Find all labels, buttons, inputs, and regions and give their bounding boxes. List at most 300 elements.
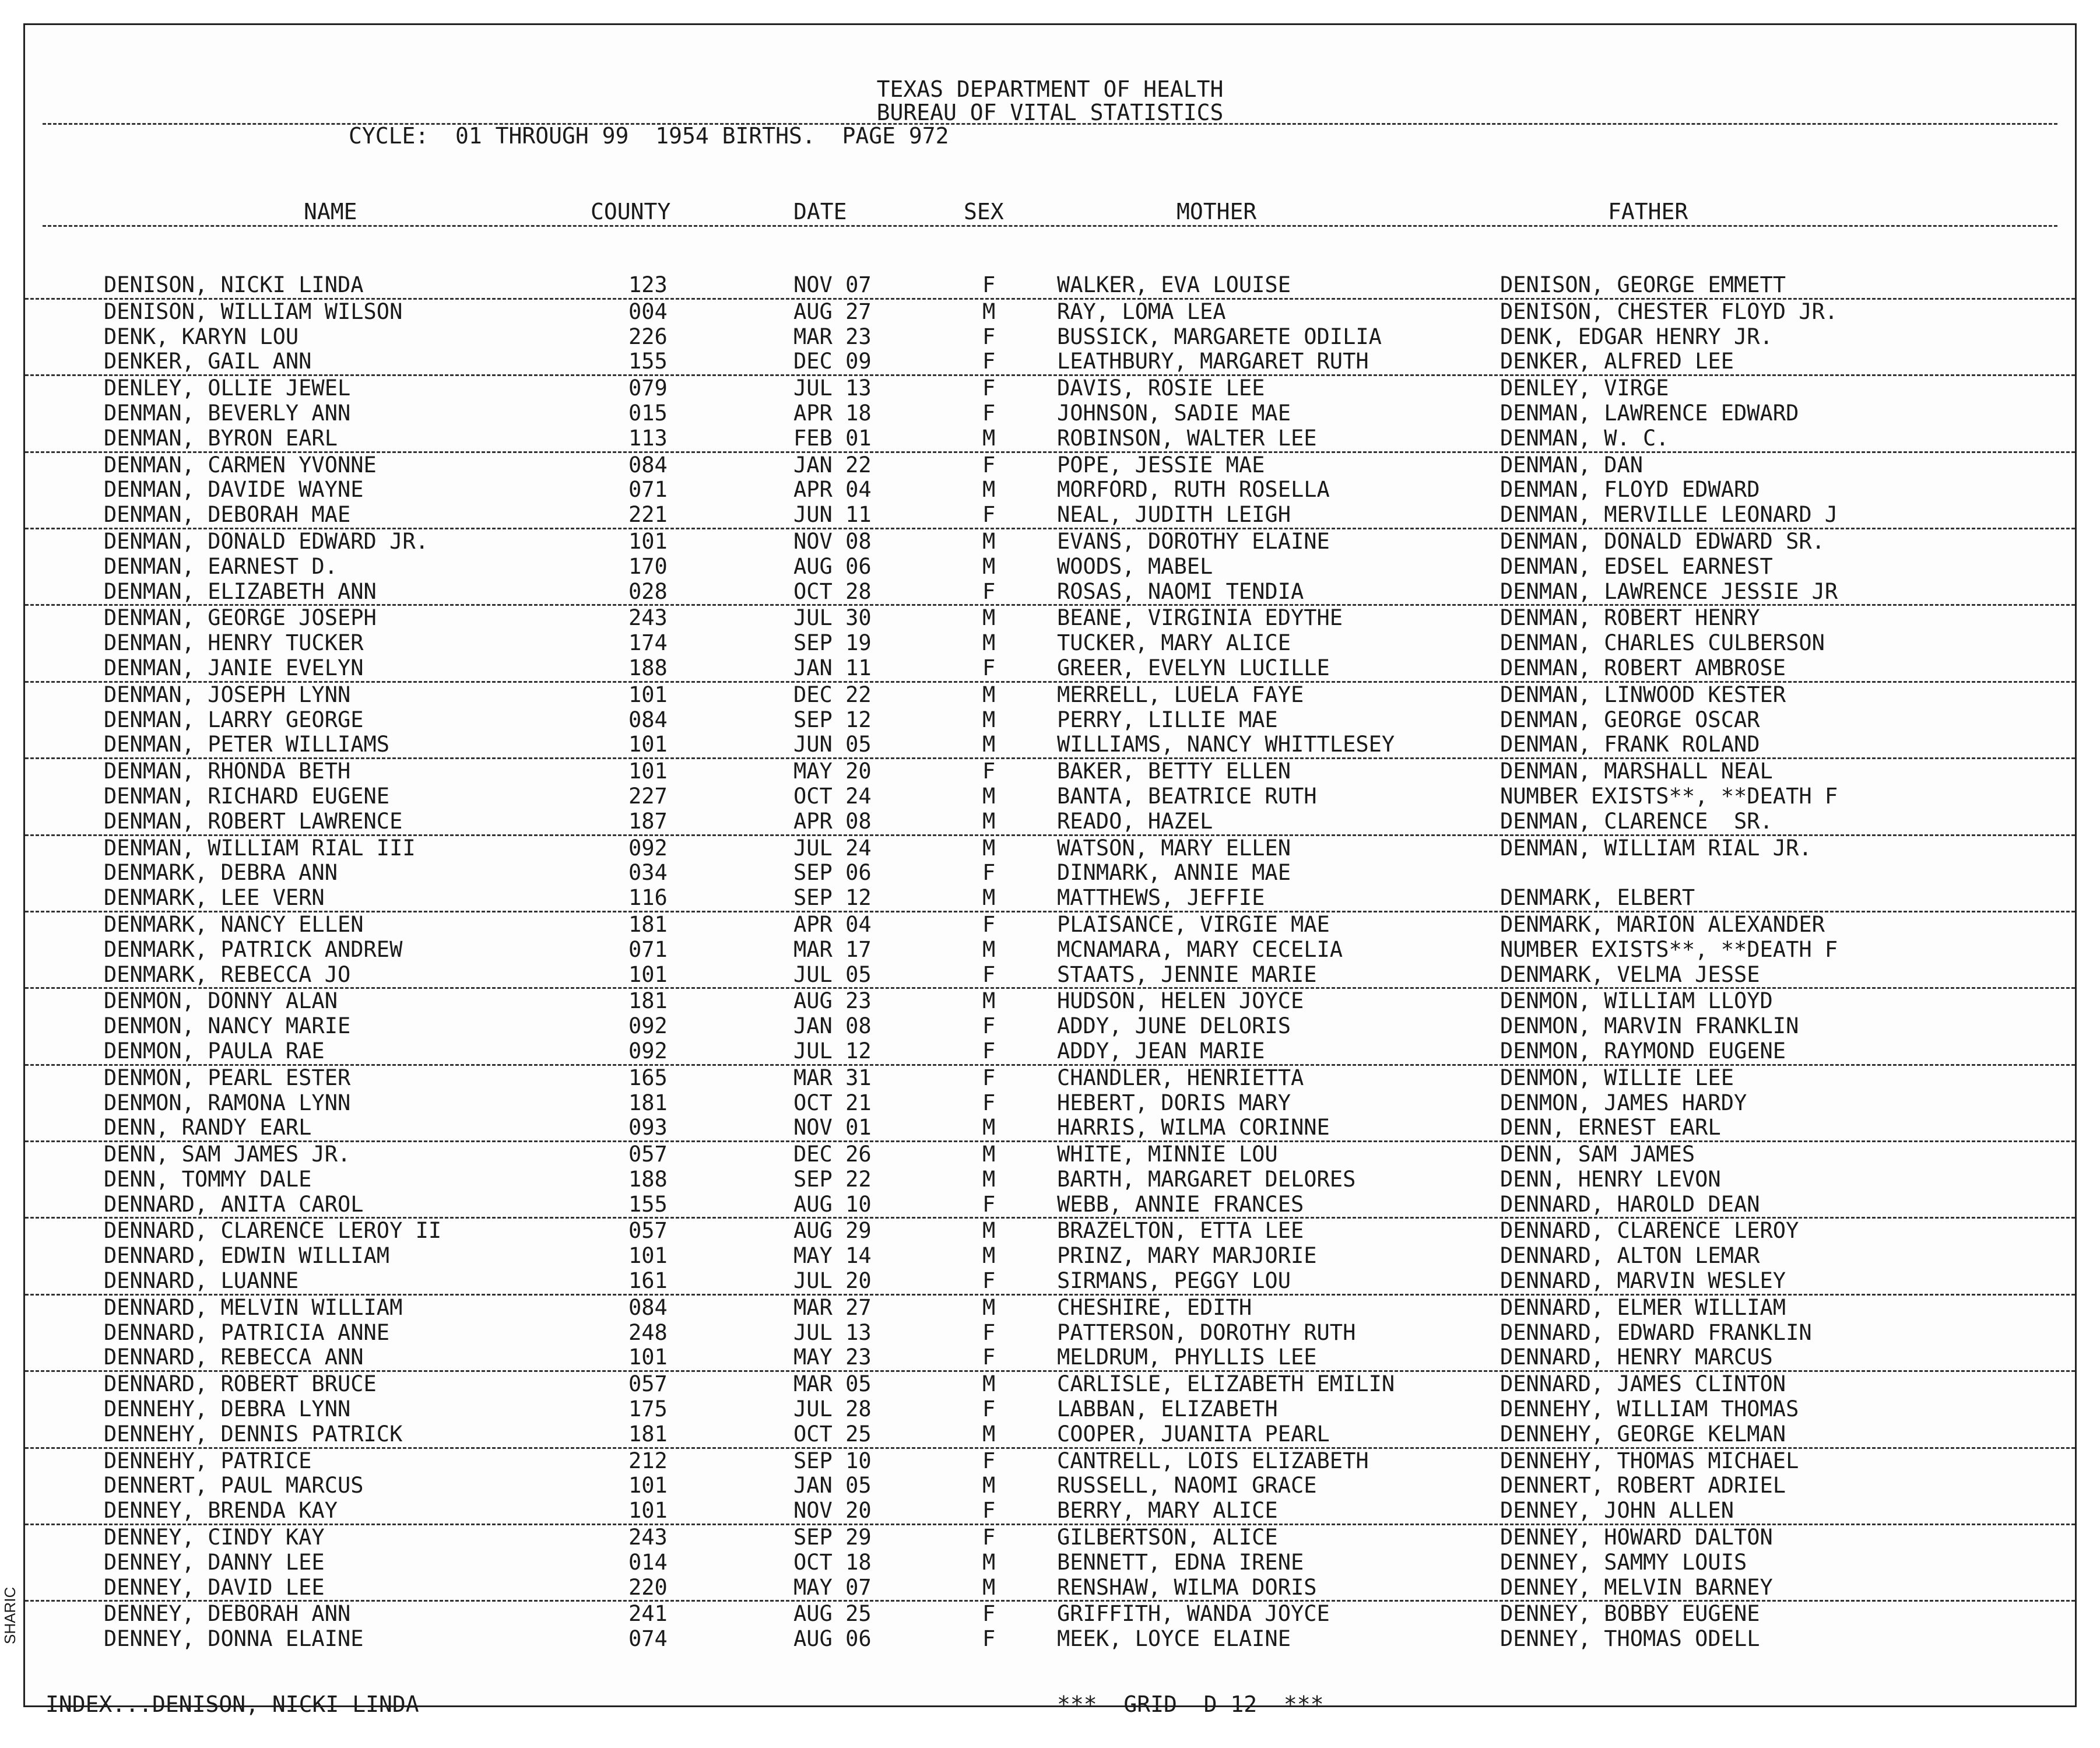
record-name: DENMON, RAMONA LYNN <box>104 1090 351 1115</box>
record-mother: WATSON, MARY ELLEN <box>1057 835 1291 861</box>
record-name: DENNEY, BRENDA KAY <box>104 1498 338 1524</box>
record-date: SEP 12 <box>793 885 872 911</box>
column-header-name: NAME <box>304 199 357 224</box>
record-county: 113 <box>628 425 668 451</box>
table-row <box>25 836 2075 861</box>
record-father: DENLEY, VIRGE <box>1500 375 1669 401</box>
record-date: JUN 11 <box>793 502 872 528</box>
record-father: DENNARD, HAROLD DEAN <box>1500 1191 1760 1217</box>
record-father: DENMAN, FRANK ROLAND <box>1500 732 1760 757</box>
record-mother: ADDY, JEAN MARIE <box>1057 1038 1265 1063</box>
record-mother: POPE, JESSIE MAE <box>1057 452 1265 478</box>
record-mother: COOPER, JUANITA PEARL <box>1057 1421 1330 1447</box>
record-father: DENMAN, CHARLES CULBERSON <box>1500 630 1825 656</box>
record-date: SEP 29 <box>793 1525 872 1550</box>
record-date: MAR 05 <box>793 1371 872 1397</box>
record-sex: M <box>982 988 996 1014</box>
record-mother: MCNAMARA, MARY CECELIA <box>1057 936 1343 962</box>
record-sex: M <box>982 1371 996 1397</box>
table-row <box>25 989 2075 1014</box>
record-mother: NEAL, JUDITH LEIGH <box>1057 502 1291 528</box>
record-sex: F <box>982 502 996 528</box>
record-date: JUL 12 <box>793 1038 872 1063</box>
record-name: DENNEHY, DENNIS PATRICK <box>104 1421 403 1447</box>
record-father: DENMON, MARVIN FRANKLIN <box>1500 1013 1799 1039</box>
record-sex: F <box>982 961 996 987</box>
record-date: OCT 18 <box>793 1549 872 1575</box>
table-row <box>25 1345 2075 1372</box>
table-row <box>25 606 2075 631</box>
record-name: DENMAN, RHONDA BETH <box>104 759 351 784</box>
table-row <box>25 1449 2075 1474</box>
record-father: DENK, EDGAR HENRY JR. <box>1500 324 1773 349</box>
record-name: DENNARD, LUANNE <box>104 1268 299 1294</box>
record-sex: F <box>982 1191 996 1217</box>
record-county: 092 <box>628 835 668 861</box>
record-mother: BEANE, VIRGINIA EDYTHE <box>1057 605 1343 631</box>
record-mother: EVANS, DOROTHY ELAINE <box>1057 528 1330 554</box>
record-name: DENMON, NANCY MARIE <box>104 1013 351 1039</box>
table-row <box>25 1422 2075 1449</box>
record-date: APR 18 <box>793 400 872 426</box>
record-county: 014 <box>628 1549 668 1575</box>
record-name: DENMAN, DONALD EDWARD JR. <box>104 528 429 554</box>
record-name: DENNEY, DAVID LEE <box>104 1574 325 1600</box>
table-row <box>25 1066 2075 1091</box>
record-mother: DAVIS, ROSIE LEE <box>1057 375 1265 401</box>
column-header-county: COUNTY <box>591 199 671 224</box>
record-father: DENNARD, JAMES CLINTON <box>1500 1371 1786 1397</box>
record-county: 227 <box>628 783 668 809</box>
record-father: DENMAN, MERVILLE LEONARD J <box>1500 502 1838 528</box>
record-father: DENMARK, VELMA JESSE <box>1500 961 1760 987</box>
record-father: DENMAN, LAWRENCE JESSIE JR <box>1500 578 1838 604</box>
column-header-sex: SEX <box>964 199 1004 224</box>
record-name: DENMAN, DEBORAH MAE <box>104 502 351 528</box>
record-father: DENMAN, EDSEL EARNEST <box>1500 553 1773 579</box>
record-date: JAN 05 <box>793 1473 872 1498</box>
document-sheet <box>23 23 2077 1717</box>
record-mother: BARTH, MARGARET DELORES <box>1057 1166 1356 1192</box>
record-date: OCT 28 <box>793 578 872 604</box>
record-county: 155 <box>628 349 668 374</box>
table-row <box>25 1372 2075 1397</box>
record-sex: M <box>982 783 996 809</box>
record-sex: M <box>982 707 996 732</box>
record-sex: F <box>982 911 996 937</box>
record-county: 181 <box>628 1421 668 1447</box>
record-name: DENN, TOMMY DALE <box>104 1166 312 1192</box>
record-name: DENNARD, PATRICIA ANNE <box>104 1319 390 1345</box>
record-date: DEC 09 <box>793 349 872 374</box>
record-sex: F <box>982 1013 996 1039</box>
record-date: NOV 20 <box>793 1498 872 1524</box>
record-county: 071 <box>628 477 668 503</box>
record-name: DENN, RANDY EARL <box>104 1115 312 1140</box>
table-row <box>25 938 2075 963</box>
record-date: FEB 01 <box>793 425 872 451</box>
record-sex: M <box>982 1294 996 1320</box>
record-date: JAN 11 <box>793 655 872 680</box>
record-county: 074 <box>628 1626 668 1652</box>
record-date: JUL 20 <box>793 1268 872 1294</box>
record-county: 187 <box>628 808 668 834</box>
table-row <box>25 912 2075 938</box>
record-date: SEP 19 <box>793 630 872 656</box>
record-county: 188 <box>628 1166 668 1192</box>
record-county: 174 <box>628 630 668 656</box>
record-county: 101 <box>628 528 668 554</box>
record-father: DENMAN, W. C. <box>1500 425 1669 451</box>
record-sex: M <box>982 1574 996 1600</box>
record-sex: M <box>982 299 996 324</box>
table-row <box>25 503 2075 529</box>
record-name: DENMAN, BYRON EARL <box>104 425 338 451</box>
grid-footer: *** GRID D 12 *** <box>1057 1691 1324 1717</box>
table-row <box>25 554 2075 580</box>
record-name: DENNEY, DANNY LEE <box>104 1549 325 1575</box>
table-row <box>25 631 2075 656</box>
record-name: DENMARK, DEBRA ANN <box>104 860 338 886</box>
record-name: DENMAN, ROBERT LAWRENCE <box>104 808 403 834</box>
table-row <box>25 453 2075 478</box>
record-date: SEP 06 <box>793 860 872 886</box>
table-row <box>25 1498 2075 1525</box>
record-county: 181 <box>628 1090 668 1115</box>
record-name: DENNEY, DEBORAH ANN <box>104 1601 351 1627</box>
record-mother: BAKER, BETTY ELLEN <box>1057 759 1291 784</box>
record-mother: GRIFFITH, WANDA JOYCE <box>1057 1601 1330 1627</box>
record-county: 093 <box>628 1115 668 1140</box>
record-mother: MORFORD, RUTH ROSELLA <box>1057 477 1330 503</box>
record-name: DENKER, GAIL ANN <box>104 349 312 374</box>
record-sex: M <box>982 936 996 962</box>
record-county: 241 <box>628 1601 668 1627</box>
record-date: APR 04 <box>793 477 872 503</box>
table-row <box>25 759 2075 784</box>
record-date: APR 04 <box>793 911 872 937</box>
column-header-mother: MOTHER <box>1177 199 1257 224</box>
table-row <box>25 1142 2075 1167</box>
record-father: DENNARD, MARVIN WESLEY <box>1500 1268 1786 1294</box>
record-name: DENN, SAM JAMES JR. <box>104 1142 351 1167</box>
table-row <box>25 401 2075 426</box>
record-father: DENMON, JAMES HARDY <box>1500 1090 1747 1115</box>
record-father: DENMAN, DONALD EDWARD SR. <box>1500 528 1825 554</box>
record-county: 175 <box>628 1396 668 1422</box>
record-father: DENNEY, HOWARD DALTON <box>1500 1525 1773 1550</box>
record-sex: F <box>982 1268 996 1294</box>
record-mother: CARLISLE, ELIZABETH EMILIN <box>1057 1371 1395 1397</box>
record-county: 057 <box>628 1218 668 1244</box>
record-name: DENNEY, DONNA ELAINE <box>104 1626 364 1652</box>
record-county: 188 <box>628 655 668 680</box>
record-county: 004 <box>628 299 668 324</box>
record-mother: CHESHIRE, EDITH <box>1057 1294 1252 1320</box>
table-row <box>25 1219 2075 1244</box>
record-county: 226 <box>628 324 668 349</box>
record-mother: GILBERTSON, ALICE <box>1057 1525 1278 1550</box>
record-sex: F <box>982 655 996 680</box>
table-row <box>25 325 2075 350</box>
side-watermark: SHARIC <box>1 1586 19 1644</box>
record-sex: M <box>982 630 996 656</box>
record-name: DENMON, PEARL ESTER <box>104 1065 351 1090</box>
record-father: DENISON, GEORGE EMMETT <box>1500 272 1786 297</box>
table-row <box>25 1269 2075 1296</box>
table-row <box>25 376 2075 401</box>
record-father: DENN, ERNEST EARL <box>1500 1115 1721 1140</box>
record-county: 123 <box>628 272 668 297</box>
record-mother: CHANDLER, HENRIETTA <box>1057 1065 1304 1090</box>
record-date: MAY 07 <box>793 1574 872 1600</box>
record-date: AUG 06 <box>793 553 872 579</box>
table-row <box>25 426 2075 453</box>
bureau-title: BUREAU OF VITAL STATISTICS <box>876 100 1224 125</box>
record-mother: RENSHAW, WILMA DORIS <box>1057 1574 1317 1600</box>
record-father: DENMAN, LAWRENCE EDWARD <box>1500 400 1799 426</box>
record-sex: M <box>982 605 996 631</box>
record-name: DENMAN, ELIZABETH ANN <box>104 578 377 604</box>
record-date: JUN 05 <box>793 732 872 757</box>
record-name: DENISON, WILLIAM WILSON <box>104 299 403 324</box>
table-row <box>25 1397 2075 1422</box>
record-name: DENMON, DONNY ALAN <box>104 988 338 1014</box>
record-mother: READO, HAZEL <box>1057 808 1213 834</box>
record-county: 220 <box>628 1574 668 1600</box>
record-date: AUG 10 <box>793 1191 872 1217</box>
record-date: JAN 22 <box>793 452 872 478</box>
record-sex: F <box>982 1601 996 1627</box>
record-father: DENNEY, THOMAS ODELL <box>1500 1626 1760 1652</box>
record-county: 248 <box>628 1319 668 1345</box>
record-sex: F <box>982 1498 996 1524</box>
record-county: 028 <box>628 578 668 604</box>
record-name: DENNEY, CINDY KAY <box>104 1525 325 1550</box>
record-mother: TUCKER, MARY ALICE <box>1057 630 1291 656</box>
record-date: SEP 22 <box>793 1166 872 1192</box>
record-father: DENNERT, ROBERT ADRIEL <box>1500 1473 1786 1498</box>
record-mother: MELDRUM, PHYLLIS LEE <box>1057 1345 1317 1370</box>
record-sex: M <box>982 1473 996 1498</box>
table-row <box>25 1473 2075 1498</box>
record-father: DENMAN, WILLIAM RIAL JR. <box>1500 835 1812 861</box>
record-mother: STAATS, JENNIE MARIE <box>1057 961 1317 987</box>
record-county: 170 <box>628 553 668 579</box>
record-mother: PATTERSON, DOROTHY RUTH <box>1057 1319 1356 1345</box>
record-mother: ROBINSON, WALTER LEE <box>1057 425 1317 451</box>
record-sex: F <box>982 1038 996 1063</box>
record-date: APR 08 <box>793 808 872 834</box>
record-mother: GREER, EVELYN LUCILLE <box>1057 655 1330 680</box>
record-name: DENLEY, OLLIE JEWEL <box>104 375 351 401</box>
record-county: 165 <box>628 1065 668 1090</box>
table-row <box>25 273 2075 300</box>
record-county: 084 <box>628 452 668 478</box>
table-row <box>25 708 2075 733</box>
record-county: 101 <box>628 1498 668 1524</box>
record-father: DENNARD, ELMER WILLIAM <box>1500 1294 1786 1320</box>
record-name: DENNARD, ROBERT BRUCE <box>104 1371 377 1397</box>
record-sex: M <box>982 1421 996 1447</box>
record-county: 057 <box>628 1142 668 1167</box>
record-mother: SIRMANS, PEGGY LOU <box>1057 1268 1291 1294</box>
record-date: AUG 23 <box>793 988 872 1014</box>
table-row <box>25 529 2075 554</box>
record-date: DEC 22 <box>793 682 872 707</box>
table-row <box>25 1525 2075 1550</box>
record-father: DENNARD, CLARENCE LEROY <box>1500 1218 1799 1244</box>
record-name: DENMAN, LARRY GEORGE <box>104 707 364 732</box>
record-father: DENN, SAM JAMES <box>1500 1142 1695 1167</box>
record-father: DENMAN, DAN <box>1500 452 1644 478</box>
record-date: SEP 10 <box>793 1448 872 1473</box>
record-mother: PRINZ, MARY MARJORIE <box>1057 1243 1317 1269</box>
table-row <box>25 784 2075 809</box>
record-name: DENMAN, RICHARD EUGENE <box>104 783 390 809</box>
record-father: DENMAN, GEORGE OSCAR <box>1500 707 1760 732</box>
table-row <box>25 809 2075 836</box>
record-sex: M <box>982 1218 996 1244</box>
record-name: DENNARD, MELVIN WILLIAM <box>104 1294 403 1320</box>
record-sex: M <box>982 553 996 579</box>
record-father: DENKER, ALFRED LEE <box>1500 349 1734 374</box>
record-name: DENMAN, HENRY TUCKER <box>104 630 364 656</box>
record-sex: F <box>982 759 996 784</box>
table-row <box>25 349 2075 376</box>
record-date: NOV 01 <box>793 1115 872 1140</box>
record-sex: M <box>982 682 996 707</box>
record-father: DENMON, RAYMOND EUGENE <box>1500 1038 1786 1063</box>
record-name: DENNARD, EDWIN WILLIAM <box>104 1243 390 1269</box>
record-mother: BUSSICK, MARGARETE ODILIA <box>1057 324 1382 349</box>
record-name: DENISON, NICKI LINDA <box>104 272 364 297</box>
table-row <box>25 886 2075 912</box>
record-father: DENMARK, MARION ALEXANDER <box>1500 911 1825 937</box>
record-county: 243 <box>628 1525 668 1550</box>
record-mother: MEEK, LOYCE ELAINE <box>1057 1626 1291 1652</box>
record-father: DENMARK, ELBERT <box>1500 885 1695 911</box>
record-sex: F <box>982 578 996 604</box>
record-father: DENMAN, CLARENCE SR. <box>1500 808 1773 834</box>
record-mother: BANTA, BEATRICE RUTH <box>1057 783 1317 809</box>
index-footer: INDEX...DENISON, NICKI LINDA <box>45 1691 419 1717</box>
record-mother: ADDY, JUNE DELORIS <box>1057 1013 1291 1039</box>
record-father: DENMAN, ROBERT AMBROSE <box>1500 655 1786 680</box>
record-sex: F <box>982 1448 996 1473</box>
record-name: DENNERT, PAUL MARCUS <box>104 1473 364 1498</box>
record-county: 181 <box>628 911 668 937</box>
record-sex: F <box>982 1626 996 1652</box>
record-father: DENISON, CHESTER FLOYD JR. <box>1500 299 1838 324</box>
table-row <box>25 861 2075 886</box>
table-row <box>25 1039 2075 1066</box>
record-date: JUL 05 <box>793 961 872 987</box>
record-name: DENMON, PAULA RAE <box>104 1038 325 1063</box>
record-sex: F <box>982 1525 996 1550</box>
record-father: DENNEHY, THOMAS MICHAEL <box>1500 1448 1799 1473</box>
record-mother: RAY, LOMA LEA <box>1057 299 1226 324</box>
record-mother: LEATHBURY, MARGARET RUTH <box>1057 349 1369 374</box>
record-county: 079 <box>628 375 668 401</box>
table-row <box>25 478 2075 503</box>
record-father: DENMON, WILLIE LEE <box>1500 1065 1734 1090</box>
record-sex: F <box>982 1090 996 1115</box>
record-name: DENNARD, ANITA CAROL <box>104 1191 364 1217</box>
record-sex: M <box>982 1142 996 1167</box>
record-mother: PERRY, LILLIE MAE <box>1057 707 1278 732</box>
record-mother: HARRIS, WILMA CORINNE <box>1057 1115 1330 1140</box>
record-sex: M <box>982 1115 996 1140</box>
cycle-line: CYCLE: 01 THROUGH 99 1954 BIRTHS. PAGE 972 <box>349 123 949 149</box>
birth-record-list <box>25 273 2075 1652</box>
record-father: DENNEHY, GEORGE KELMAN <box>1500 1421 1786 1447</box>
record-date: MAR 27 <box>793 1294 872 1320</box>
record-sex: F <box>982 1319 996 1345</box>
record-mother: WALKER, EVA LOUISE <box>1057 272 1291 297</box>
record-mother: WHITE, MINNIE LOU <box>1057 1142 1278 1167</box>
record-mother: WILLIAMS, NANCY WHITTLESEY <box>1057 732 1395 757</box>
record-date: MAR 31 <box>793 1065 872 1090</box>
record-father: DENNEHY, WILLIAM THOMAS <box>1500 1396 1799 1422</box>
record-county: 101 <box>628 1345 668 1370</box>
record-name: DENMAN, GEORGE JOSEPH <box>104 605 377 631</box>
record-mother: HUDSON, HELEN JOYCE <box>1057 988 1304 1014</box>
record-name: DENMARK, REBECCA JO <box>104 961 351 987</box>
record-county: 084 <box>628 1294 668 1320</box>
record-sex: F <box>982 272 996 297</box>
record-mother: BERRY, MARY ALICE <box>1057 1498 1278 1524</box>
record-sex: F <box>982 324 996 349</box>
record-date: AUG 29 <box>793 1218 872 1244</box>
record-date: OCT 21 <box>793 1090 872 1115</box>
record-county: 161 <box>628 1268 668 1294</box>
record-date: SEP 12 <box>793 707 872 732</box>
record-date: JAN 08 <box>793 1013 872 1039</box>
record-mother: WOODS, MABEL <box>1057 553 1213 579</box>
record-sex: F <box>982 400 996 426</box>
record-name: DENMAN, JANIE EVELYN <box>104 655 364 680</box>
record-father: NUMBER EXISTS**, **DEATH F <box>1500 936 1838 962</box>
record-date: MAR 23 <box>793 324 872 349</box>
record-date: JUL 13 <box>793 375 872 401</box>
record-father: NUMBER EXISTS**, **DEATH F <box>1500 783 1838 809</box>
record-sex: M <box>982 528 996 554</box>
record-father: DENNEY, SAMMY LOUIS <box>1500 1549 1747 1575</box>
record-sex: M <box>982 732 996 757</box>
record-sex: M <box>982 425 996 451</box>
record-sex: M <box>982 885 996 911</box>
record-sex: F <box>982 1345 996 1370</box>
record-sex: M <box>982 835 996 861</box>
record-sex: F <box>982 349 996 374</box>
record-county: 034 <box>628 860 668 886</box>
table-row <box>25 656 2075 683</box>
record-county: 101 <box>628 961 668 987</box>
record-county: 101 <box>628 759 668 784</box>
table-row <box>25 1091 2075 1116</box>
record-date: OCT 24 <box>793 783 872 809</box>
record-date: AUG 25 <box>793 1601 872 1627</box>
record-sex: F <box>982 452 996 478</box>
table-row <box>25 1296 2075 1321</box>
record-county: 057 <box>628 1371 668 1397</box>
record-county: 101 <box>628 732 668 757</box>
record-father: DENNEY, MELVIN BARNEY <box>1500 1574 1773 1600</box>
record-date: MAR 17 <box>793 936 872 962</box>
record-name: DENNARD, CLARENCE LEROY II <box>104 1218 442 1244</box>
record-date: DEC 26 <box>793 1142 872 1167</box>
